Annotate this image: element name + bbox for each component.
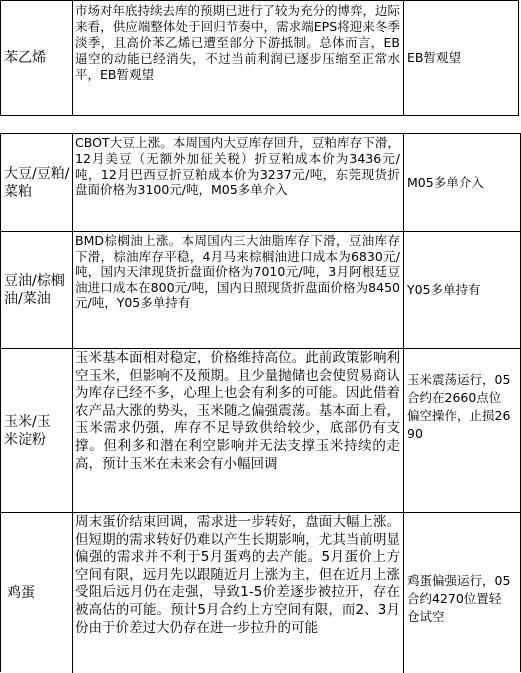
analysis-cell bbox=[73, 349, 404, 512]
product-name: 苯乙烯 bbox=[4, 50, 46, 66]
analysis-cell bbox=[73, 232, 404, 348]
table-row bbox=[1, 134, 520, 231]
product-name: 鸡蛋 bbox=[7, 585, 35, 601]
product-cell bbox=[1, 349, 73, 512]
view-cell bbox=[404, 232, 520, 348]
view-cell bbox=[404, 1, 518, 115]
table-row bbox=[1, 231, 520, 348]
view-cell bbox=[404, 513, 520, 673]
table-row bbox=[1, 348, 520, 512]
view-text: EB暂观望 bbox=[407, 50, 461, 65]
analysis-cell bbox=[73, 134, 404, 231]
view-cell bbox=[404, 134, 520, 231]
analysis-text: CBOT大豆上涨。本周国内大豆库存回升，豆粕库存下滑，12月美豆（无额外加征关税）折豆粕成本价为3436元/吨，12月巴西豆折豆粕成本价为3237元/吨，东莞现货折盘面价格为3100元/吨，M05多单介入 bbox=[75, 135, 400, 198]
product-cell bbox=[1, 513, 73, 673]
view-text: 玉米震荡运行，05合约在2660点位偏空操作，止损2690 bbox=[407, 372, 511, 441]
product-cell bbox=[1, 1, 73, 115]
analysis-text: 市场对年底持续去库的预期已进行了较为充分的博弈，边际来看，供应端整体处于回归节奏中，需求端EPS将迎来冬季淡季，且高价苯乙烯已遭至部分下游抵制。总体而言，EB逼空的动能已经消失，不过当前利润已逐步压缩至正常水平，EB暂观望 bbox=[75, 3, 401, 82]
table-row bbox=[1, 1, 518, 115]
analysis-cell bbox=[73, 513, 404, 673]
product-name: 豆油/棕榈油/菜油 bbox=[4, 273, 65, 307]
table-styrene bbox=[0, 0, 519, 116]
product-name: 玉米/玉米淀粉 bbox=[4, 413, 51, 448]
view-text: Y05多单持有 bbox=[407, 282, 481, 297]
analysis-text: BMD棕榈油上涨。本周国内三大油脂库存下滑，豆油库存下滑，棕油库存平稳，4月马来棕榈油进口成本为6830元/吨，国内天津现货折盘面价格为7010元/吨，3月阿根廷豆油进口成本在800元/吨，国内日照现货折盘面价格为8450元/吨，Y05多单持有 bbox=[75, 233, 400, 311]
product-cell bbox=[1, 134, 73, 231]
table-row bbox=[1, 512, 520, 673]
analysis-text: 周末蛋价结束回调，需求进一步转好，盘面大幅上涨。但短期的需求转好仍难以产生长期影响，尤其当前明显偏强的需求并不利于5月蛋鸡的去产能。5月蛋价上方空间有限，远月先以跟随近月上涨为主，但在近月上涨受阻后远月仍在走强，导致1-5价差逐步被拉开，存在被高估的可能。预计5月合约上方空间有限，而2、3月份由于价差过大仍存在进一步拉升的可能 bbox=[75, 514, 400, 636]
table-agri bbox=[0, 133, 521, 672]
product-name: 大豆/豆粕/菜粕 bbox=[4, 165, 70, 200]
product-cell bbox=[1, 232, 73, 348]
view-text: 鸡蛋偏强运行，05合约4270位置轻仓试空 bbox=[407, 573, 511, 624]
analysis-text: 玉米基本面相对稳定，价格维持高位。此前政策影响利空玉米，但影响不及预期。且少量抛储也会使贸易商认为库存已经不多，心理上也会有利多的可能。因此借着农产品大涨的势头，玉米随之偏强震荡。基本面上看，玉米需求仍强，库存不足导致供给较少，底部仍有支撑。但利多和潜在利空影响并无法支撑玉米持续的走高，预计玉米在未来会有小幅回调 bbox=[75, 350, 400, 472]
view-cell bbox=[404, 349, 520, 512]
view-text: M05多单介入 bbox=[407, 174, 484, 190]
analysis-cell bbox=[73, 1, 404, 115]
